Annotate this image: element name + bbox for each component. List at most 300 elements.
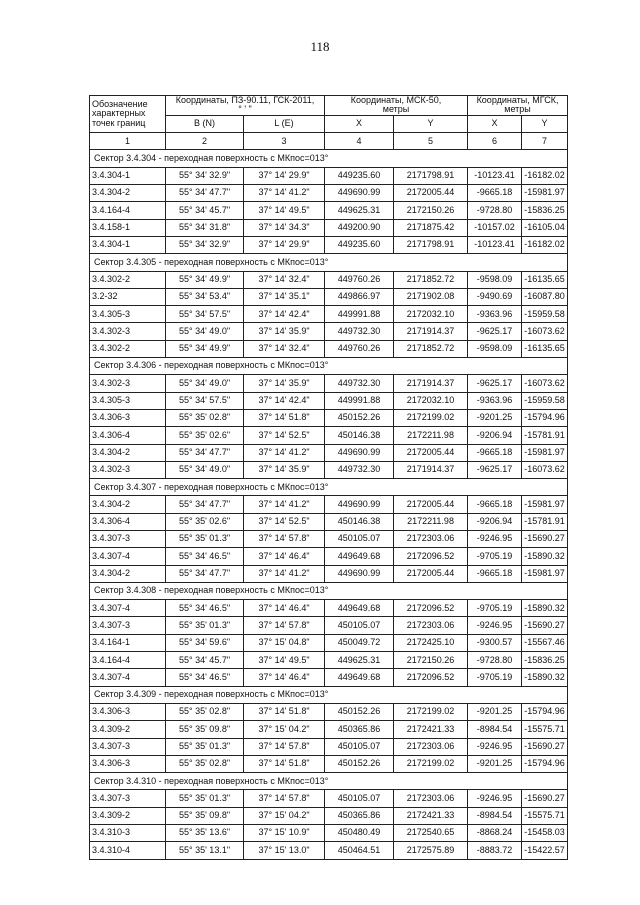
msk-x-cell: 449649.68 — [325, 600, 394, 617]
section-title: Сектор 3.4.304 - переходная поверхность с МКпос=013° — [90, 150, 568, 167]
msk-x-cell: 450105.07 — [325, 531, 394, 548]
mgsk-x-cell: -9300.57 — [468, 634, 522, 651]
msk-x-cell: 450146.38 — [325, 513, 394, 530]
msk-x-cell: 450365.86 — [325, 721, 394, 738]
section-row — [90, 479, 568, 496]
longitude-cell: 37° 14' 57.8" — [244, 738, 325, 755]
longitude-cell: 37° 14' 49.5" — [244, 652, 325, 669]
mgsk-x-cell: -9665.18 — [468, 185, 522, 202]
mgsk-y-cell: -16073.62 — [522, 375, 568, 392]
msk-x-cell: 449991.88 — [325, 306, 394, 323]
section-row — [90, 686, 568, 703]
section-title: Сектор 3.4.307 - переходная поверхность с МКпос=013° — [90, 479, 568, 496]
longitude-cell: 37° 14' 57.8" — [244, 790, 325, 807]
msk-x-cell: 449760.26 — [325, 340, 394, 357]
point-id-cell: 3.4.306-3 — [90, 409, 166, 426]
table-row — [90, 236, 568, 253]
mgsk-y-cell: -15959.58 — [522, 392, 568, 409]
latitude-cell: 55° 34' 49.9" — [166, 271, 244, 288]
mgsk-y-cell: -16087.80 — [522, 288, 568, 305]
msk-y-cell: 2172425.10 — [394, 634, 468, 651]
msk-x-cell: 450152.26 — [325, 703, 394, 720]
msk-y-cell: 2172032.10 — [394, 392, 468, 409]
mgsk-y-cell: -15781.91 — [522, 513, 568, 530]
latitude-cell: 55° 34' 49.0" — [166, 461, 244, 478]
latitude-cell: 55° 35' 02.8" — [166, 755, 244, 772]
table-row — [90, 755, 568, 772]
mgsk-x-cell: -9246.95 — [468, 531, 522, 548]
latitude-cell: 55° 34' 46.5" — [166, 600, 244, 617]
section-title: Сектор 3.4.310 - переходная поверхность с МКпос=013° — [90, 773, 568, 790]
msk-y-cell: 2172005.44 — [394, 565, 468, 582]
point-id-cell: 3.2-32 — [90, 288, 166, 305]
table-row — [90, 444, 568, 461]
column-number-row — [90, 133, 568, 150]
table-row — [90, 288, 568, 305]
msk-x-cell: 450152.26 — [325, 755, 394, 772]
mgsk-x-cell: -9665.18 — [468, 496, 522, 513]
latitude-cell: 55° 34' 59.6" — [166, 634, 244, 651]
mgsk-y-cell: -15794.96 — [522, 755, 568, 772]
table-row — [90, 323, 568, 340]
table-row — [90, 842, 568, 859]
section-row — [90, 358, 568, 375]
table-row — [90, 496, 568, 513]
point-id-cell: 3.4.306-4 — [90, 427, 166, 444]
longitude-cell: 37° 15' 04.2" — [244, 721, 325, 738]
longitude-cell: 37° 14' 41.2" — [244, 444, 325, 461]
table-row — [90, 461, 568, 478]
latitude-cell: 55° 34' 57.5" — [166, 392, 244, 409]
mgsk-y-cell: -15690.27 — [522, 617, 568, 634]
point-id-cell: 3.4.164-4 — [90, 652, 166, 669]
mgsk-y-cell: -16182.02 — [522, 236, 568, 253]
point-id-cell: 3.4.310-3 — [90, 825, 166, 842]
latitude-cell: 55° 34' 47.7" — [166, 565, 244, 582]
table-row — [90, 634, 568, 651]
point-id-cell: 3.4.304-1 — [90, 167, 166, 184]
point-id-cell: 3.4.305-3 — [90, 306, 166, 323]
designation-header — [90, 96, 166, 133]
latitude-cell: 55° 35' 01.3" — [166, 617, 244, 634]
mgsk-x-cell: -9201.25 — [468, 409, 522, 426]
latitude-cell: 55° 35' 02.8" — [166, 703, 244, 720]
mgsk-x-cell: -9201.25 — [468, 755, 522, 772]
msk-y-cell: 2172005.44 — [394, 185, 468, 202]
mgsk-y-cell: -15890.32 — [522, 600, 568, 617]
msk-y-cell: 2172421.33 — [394, 721, 468, 738]
mgsk-x-cell: -9246.95 — [468, 738, 522, 755]
msk-x-cell: 450105.07 — [325, 617, 394, 634]
point-id-cell: 3.4.302-3 — [90, 461, 166, 478]
pz90-line: Координаты, ПЗ-90.11, ГСК-2011, — [175, 95, 315, 105]
mgsk-y-cell: -15836.25 — [522, 202, 568, 219]
msk-x-cell: 449235.60 — [325, 236, 394, 253]
mgsk-y-cell: -16073.62 — [522, 461, 568, 478]
point-id-cell: 3.4.302-3 — [90, 375, 166, 392]
msk-y-cell: 2171852.72 — [394, 271, 468, 288]
latitude-cell: 55° 35' 02.8" — [166, 409, 244, 426]
longitude-cell: 37° 14' 51.8" — [244, 703, 325, 720]
col-number: 5 — [394, 133, 468, 150]
msk-x-cell: 450105.07 — [325, 790, 394, 807]
point-id-cell: 3.4.302-2 — [90, 340, 166, 357]
msk-x-cell: 449690.99 — [325, 444, 394, 461]
mgsk-y-cell: -15575.71 — [522, 807, 568, 824]
mgsk-y-cell: -16073.62 — [522, 323, 568, 340]
point-id-cell: 3.4.307-3 — [90, 790, 166, 807]
mgsk-x-cell: -9705.19 — [468, 548, 522, 565]
mgsk-x-cell: -9363.96 — [468, 392, 522, 409]
mgsk-x-cell: -9625.17 — [468, 323, 522, 340]
table-row — [90, 738, 568, 755]
longitude-cell: 37° 15' 10.9" — [244, 825, 325, 842]
longitude-cell: 37° 14' 35.9" — [244, 461, 325, 478]
mgsk-y-cell: -15836.25 — [522, 652, 568, 669]
latitude-cell: 55° 34' 45.7" — [166, 652, 244, 669]
msk-x-cell: 450480.49 — [325, 825, 394, 842]
longitude-cell: 37° 14' 35.1" — [244, 288, 325, 305]
page-number: 118 — [310, 39, 330, 54]
table-row — [90, 669, 568, 686]
table-row — [90, 825, 568, 842]
msk50-units: метры — [382, 104, 410, 115]
msk-y-cell: 2172199.02 — [394, 755, 468, 772]
mgsk-x-cell: -8883.72 — [468, 842, 522, 859]
pz90-units: ° ' " — [238, 104, 252, 115]
latitude-cell: 55° 34' 47.7" — [166, 496, 244, 513]
msk-x-cell: 450152.26 — [325, 409, 394, 426]
longitude-cell: 37° 14' 42.4" — [244, 306, 325, 323]
table-row — [90, 548, 568, 565]
table-row — [90, 375, 568, 392]
table-row — [90, 306, 568, 323]
msk-x-cell: 449235.60 — [325, 167, 394, 184]
point-id-cell: 3.4.302-2 — [90, 271, 166, 288]
latitude-cell: 55° 34' 46.5" — [166, 669, 244, 686]
header-row — [90, 96, 568, 116]
msk-y-cell: 2172303.06 — [394, 738, 468, 755]
msk-x-cell: 450049.72 — [325, 634, 394, 651]
col-l: L (E) — [244, 115, 325, 132]
msk-y-cell: 2171902.08 — [394, 288, 468, 305]
latitude-cell: 55° 35' 01.3" — [166, 531, 244, 548]
mgsk-x-cell: -10123.41 — [468, 167, 522, 184]
col-mgsk-y: Y — [522, 115, 568, 132]
mgsk-y-cell: -15575.71 — [522, 721, 568, 738]
msk-y-cell: 2172303.06 — [394, 617, 468, 634]
msk-x-cell: 450464.51 — [325, 842, 394, 859]
point-id-cell: 3.4.307-4 — [90, 600, 166, 617]
longitude-cell: 37° 14' 35.9" — [244, 375, 325, 392]
point-id-cell: 3.4.309-2 — [90, 721, 166, 738]
mgsk-y-cell: -15422.57 — [522, 842, 568, 859]
mgsk-header — [468, 96, 568, 116]
msk-y-cell: 2171798.91 — [394, 167, 468, 184]
longitude-cell: 37° 14' 51.8" — [244, 409, 325, 426]
longitude-cell: 37° 14' 52.5" — [244, 427, 325, 444]
msk-y-cell: 2172032.10 — [394, 306, 468, 323]
mgsk-x-cell: -8868.24 — [468, 825, 522, 842]
latitude-cell: 55° 34' 31.8" — [166, 219, 244, 236]
msk-y-cell: 2171875.42 — [394, 219, 468, 236]
msk-y-cell: 2172303.06 — [394, 790, 468, 807]
point-id-cell: 3.4.310-4 — [90, 842, 166, 859]
longitude-cell: 37° 14' 35.9" — [244, 323, 325, 340]
col-number: 1 — [90, 133, 166, 150]
longitude-cell: 37° 14' 57.8" — [244, 617, 325, 634]
mgsk-x-cell: -9206.94 — [468, 513, 522, 530]
longitude-cell: 37° 14' 41.2" — [244, 565, 325, 582]
latitude-cell: 55° 35' 13.6" — [166, 825, 244, 842]
mgsk-y-cell: -16135.65 — [522, 340, 568, 357]
mgsk-y-cell: -15890.32 — [522, 548, 568, 565]
msk-y-cell: 2172540.65 — [394, 825, 468, 842]
msk-x-cell: 449732.30 — [325, 461, 394, 478]
mgsk-y-cell: -15690.27 — [522, 738, 568, 755]
msk-y-cell: 2172096.52 — [394, 669, 468, 686]
mgsk-y-cell: -15458.03 — [522, 825, 568, 842]
msk-y-cell: 2171798.91 — [394, 236, 468, 253]
point-id-cell: 3.4.307-3 — [90, 617, 166, 634]
mgsk-y-cell: -15781.91 — [522, 427, 568, 444]
point-id-cell: 3.4.307-4 — [90, 669, 166, 686]
msk-x-cell: 450365.86 — [325, 807, 394, 824]
section-row — [90, 773, 568, 790]
msk-x-cell: 449200.90 — [325, 219, 394, 236]
point-id-cell: 3.4.305-3 — [90, 392, 166, 409]
point-id-cell: 3.4.304-2 — [90, 185, 166, 202]
point-id-cell: 3.4.158-1 — [90, 219, 166, 236]
longitude-cell: 37° 14' 29.9" — [244, 167, 325, 184]
mgsk-x-cell: -8984.54 — [468, 721, 522, 738]
point-id-cell: 3.4.306-3 — [90, 755, 166, 772]
latitude-cell: 55° 34' 45.7" — [166, 202, 244, 219]
msk-x-cell: 449649.68 — [325, 548, 394, 565]
longitude-cell: 37° 14' 34.3" — [244, 219, 325, 236]
msk-y-cell: 2172150.26 — [394, 652, 468, 669]
mgsk-y-cell: -15794.96 — [522, 703, 568, 720]
msk-y-cell: 2172575.89 — [394, 842, 468, 859]
latitude-cell: 55° 35' 02.6" — [166, 427, 244, 444]
mgsk-x-cell: -9246.95 — [468, 617, 522, 634]
mgsk-x-cell: -9705.19 — [468, 600, 522, 617]
msk-x-cell: 449649.68 — [325, 669, 394, 686]
section-title: Сектор 3.4.305 - переходная поверхность с МКпос=013° — [90, 254, 568, 271]
latitude-cell: 55° 34' 32.9" — [166, 236, 244, 253]
mgsk-x-cell: -9598.09 — [468, 340, 522, 357]
point-id-cell: 3.4.304-1 — [90, 236, 166, 253]
latitude-cell: 55° 35' 01.3" — [166, 738, 244, 755]
mgsk-line: Координаты, МГСК, — [476, 95, 559, 105]
mgsk-x-cell: -9728.80 — [468, 652, 522, 669]
col-msk-x: X — [325, 115, 394, 132]
latitude-cell: 55° 34' 53.4" — [166, 288, 244, 305]
point-id-cell: 3.4.307-3 — [90, 738, 166, 755]
table-row — [90, 392, 568, 409]
longitude-cell: 37° 15' 04.8" — [244, 634, 325, 651]
table-row — [90, 271, 568, 288]
msk-x-cell: 449760.26 — [325, 271, 394, 288]
longitude-cell: 37° 14' 41.2" — [244, 185, 325, 202]
longitude-cell: 37° 14' 29.9" — [244, 236, 325, 253]
table-row — [90, 703, 568, 720]
point-id-cell: 3.4.307-3 — [90, 531, 166, 548]
msk-x-cell: 449690.99 — [325, 565, 394, 582]
mgsk-x-cell: -9728.80 — [468, 202, 522, 219]
longitude-cell: 37° 14' 49.5" — [244, 202, 325, 219]
latitude-cell: 55° 35' 09.8" — [166, 721, 244, 738]
table-row — [90, 600, 568, 617]
mgsk-x-cell: -9490.69 — [468, 288, 522, 305]
section-title: Сектор 3.4.309 - переходная поверхность с МКпос=013° — [90, 686, 568, 703]
designation-line: Обозначение — [92, 98, 148, 109]
longitude-cell: 37° 14' 57.8" — [244, 531, 325, 548]
coordinates-table — [89, 95, 568, 860]
longitude-cell: 37° 14' 46.4" — [244, 669, 325, 686]
latitude-cell: 55° 34' 47.7" — [166, 444, 244, 461]
mgsk-x-cell: -9598.09 — [468, 271, 522, 288]
col-msk-y: Y — [394, 115, 468, 132]
table-row — [90, 652, 568, 669]
msk-x-cell: 449690.99 — [325, 185, 394, 202]
msk-y-cell: 2172211.98 — [394, 513, 468, 530]
col-number: 7 — [522, 133, 568, 150]
point-id-cell: 3.4.304-2 — [90, 496, 166, 513]
point-id-cell: 3.4.309-2 — [90, 807, 166, 824]
table-row — [90, 409, 568, 426]
table-row — [90, 790, 568, 807]
table-row — [90, 565, 568, 582]
point-id-cell: 3.4.306-4 — [90, 513, 166, 530]
longitude-cell: 37° 14' 42.4" — [244, 392, 325, 409]
section-row — [90, 582, 568, 599]
longitude-cell: 37° 15' 13.0" — [244, 842, 325, 859]
msk-x-cell: 449991.88 — [325, 392, 394, 409]
mgsk-y-cell: -16105.04 — [522, 219, 568, 236]
longitude-cell: 37° 14' 32.4" — [244, 271, 325, 288]
msk-y-cell: 2172096.52 — [394, 600, 468, 617]
table-row — [90, 185, 568, 202]
msk-y-cell: 2171852.72 — [394, 340, 468, 357]
longitude-cell: 37° 14' 32.4" — [244, 340, 325, 357]
latitude-cell: 55° 34' 49.9" — [166, 340, 244, 357]
mgsk-y-cell: -16135.65 — [522, 271, 568, 288]
col-mgsk-x: X — [468, 115, 522, 132]
longitude-cell: 37° 14' 52.5" — [244, 513, 325, 530]
point-id-cell: 3.4.302-3 — [90, 323, 166, 340]
msk-y-cell: 2172005.44 — [394, 496, 468, 513]
latitude-cell: 55° 35' 13.1" — [166, 842, 244, 859]
msk-x-cell: 449866.97 — [325, 288, 394, 305]
longitude-cell: 37° 14' 41.2" — [244, 496, 325, 513]
col-number: 2 — [166, 133, 244, 150]
table-row — [90, 219, 568, 236]
mgsk-y-cell: -15567.46 — [522, 634, 568, 651]
mgsk-x-cell: -9625.17 — [468, 461, 522, 478]
point-id-cell: 3.4.307-4 — [90, 548, 166, 565]
msk-x-cell: 449625.31 — [325, 652, 394, 669]
longitude-cell: 37° 15' 04.2" — [244, 807, 325, 824]
col-number: 4 — [325, 133, 394, 150]
latitude-cell: 55° 34' 57.5" — [166, 306, 244, 323]
msk-x-cell: 449732.30 — [325, 323, 394, 340]
mgsk-x-cell: -9363.96 — [468, 306, 522, 323]
mgsk-y-cell: -15959.58 — [522, 306, 568, 323]
mgsk-x-cell: -9201.25 — [468, 703, 522, 720]
table-row — [90, 617, 568, 634]
mgsk-y-cell: -15981.97 — [522, 185, 568, 202]
msk-y-cell: 2172303.06 — [394, 531, 468, 548]
msk-y-cell: 2172150.26 — [394, 202, 468, 219]
pz90-header — [166, 96, 325, 116]
mgsk-x-cell: -9246.95 — [468, 790, 522, 807]
latitude-cell: 55° 34' 47.7" — [166, 185, 244, 202]
mgsk-x-cell: -9665.18 — [468, 444, 522, 461]
msk-x-cell: 449732.30 — [325, 375, 394, 392]
mgsk-y-cell: -15794.96 — [522, 409, 568, 426]
mgsk-y-cell: -16182.02 — [522, 167, 568, 184]
msk-x-cell: 449690.99 — [325, 496, 394, 513]
table-row — [90, 427, 568, 444]
section-row — [90, 150, 568, 167]
point-id-cell: 3.4.304-2 — [90, 444, 166, 461]
table-row — [90, 202, 568, 219]
mgsk-x-cell: -9625.17 — [468, 375, 522, 392]
latitude-cell: 55° 35' 01.3" — [166, 790, 244, 807]
section-title: Сектор 3.4.308 - переходная поверхность с МКпос=013° — [90, 582, 568, 599]
msk50-line: Координаты, МСК-50, — [350, 95, 442, 105]
msk-x-cell: 449625.31 — [325, 202, 394, 219]
point-id-cell: 3.4.304-2 — [90, 565, 166, 582]
table-row — [90, 513, 568, 530]
msk-y-cell: 2172421.33 — [394, 807, 468, 824]
mgsk-x-cell: -9705.19 — [468, 669, 522, 686]
mgsk-units: метры — [504, 104, 531, 115]
msk-y-cell: 2171914.37 — [394, 461, 468, 478]
mgsk-x-cell: -9206.94 — [468, 427, 522, 444]
longitude-cell: 37° 14' 46.4" — [244, 600, 325, 617]
msk-x-cell: 450146.38 — [325, 427, 394, 444]
mgsk-y-cell: -15690.27 — [522, 790, 568, 807]
point-id-cell: 3.4.306-3 — [90, 703, 166, 720]
table-row — [90, 807, 568, 824]
mgsk-x-cell: -8984.54 — [468, 807, 522, 824]
msk-y-cell: 2172005.44 — [394, 444, 468, 461]
longitude-cell: 37° 14' 46.4" — [244, 548, 325, 565]
msk-x-cell: 450105.07 — [325, 738, 394, 755]
col-b: B (N) — [166, 115, 244, 132]
msk-y-cell: 2172199.02 — [394, 409, 468, 426]
mgsk-y-cell: -15690.27 — [522, 531, 568, 548]
col-number: 3 — [244, 133, 325, 150]
table-row — [90, 531, 568, 548]
latitude-cell: 55° 34' 32.9" — [166, 167, 244, 184]
latitude-cell: 55° 35' 09.8" — [166, 807, 244, 824]
point-id-cell: 3.4.164-1 — [90, 634, 166, 651]
mgsk-y-cell: -15890.32 — [522, 669, 568, 686]
mgsk-y-cell: -15981.97 — [522, 565, 568, 582]
mgsk-x-cell: -10157.02 — [468, 219, 522, 236]
mgsk-x-cell: -10123.41 — [468, 236, 522, 253]
mgsk-x-cell: -9665.18 — [468, 565, 522, 582]
designation-line: точек границ — [92, 117, 146, 128]
msk-y-cell: 2171914.37 — [394, 323, 468, 340]
latitude-cell: 55° 34' 49.0" — [166, 323, 244, 340]
section-row — [90, 254, 568, 271]
section-title: Сектор 3.4.306 - переходная поверхность с МКпос=013° — [90, 358, 568, 375]
latitude-cell: 55° 34' 46.5" — [166, 548, 244, 565]
